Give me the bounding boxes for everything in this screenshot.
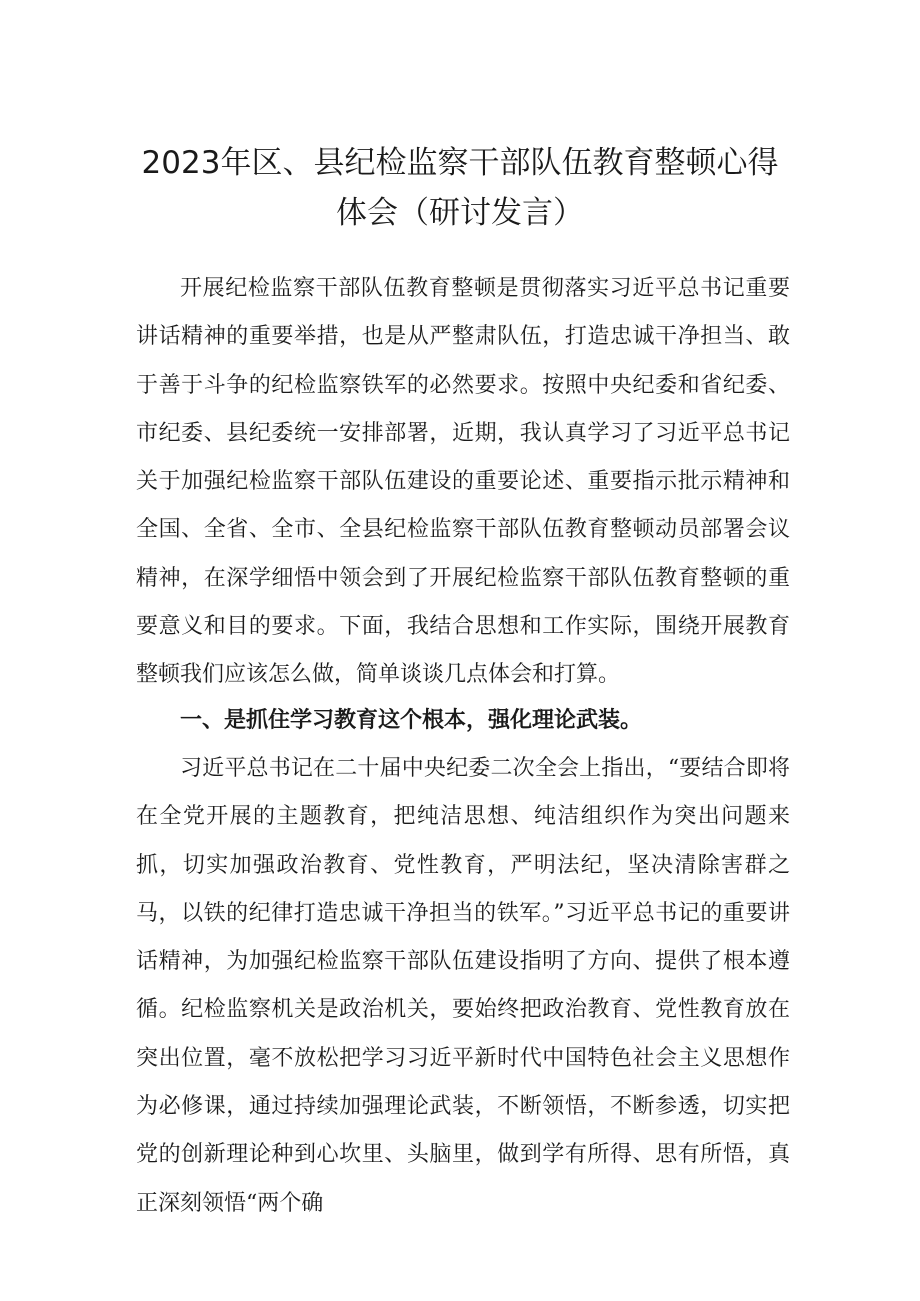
section-heading: 一、是抓住学习教育这个根本，强化理论武装。 — [180, 708, 643, 733]
intro-paragraph: 开展纪检监察干部队伍教育整顿是贯彻落实习近平总书记重要讲话精神的重要举措，也是从严整肃队伍，打造忠诚干净担当、敢于善于斗争的纪检监察铁军的必然要求。按照中央纪委和省纪委、市纪委、县纪委统一安排部署，近期，我认真学习了习近平总书记关于加强纪检监察干部队伍建设的重要论述、重要指示批示精神和全国、全省、全市、全县纪检监察干部队伍教育整顿动员部署会议精神，在深学细悟中领会到了开展纪检监察干部队伍教育整顿的重要意义和目的要求。下面，我结合思想和工作实际，围绕开展教育整顿我们应该怎么做，简单谈谈几点体会和打算。 — [136, 276, 790, 688]
document-title: 2023年区、县纪检监察干部队伍教育整顿心得体会（研讨发言） — [141, 145, 779, 231]
section-paragraph: 习近平总书记在二十届中央纪委二次全会上指出，“要结合即将在全党开展的主题教育，把纯洁思想、纯洁组织作为突出问题来抓，切实加强政治教育、党性教育，严明法纪，坚决清除害群之马，以铁的纪律打造忠诚干净担当的铁军。”习近平总书记的重要讲话精神，为加强纪检监察干部队伍建设指明了方向、提供了根本遵循。纪检监察机关是政治机关，要始终把政治教育、党性教育放在突出位置，毫不放松把学习习近平新时代中国特色社会主义思想作为必修课，通过持续加强理论武装，不断领悟，不断参透，切实把党的创新理论种到心坎里、头脑里，做到学有所得、思有所悟，真正深刻领悟“两个确 — [136, 756, 790, 1216]
